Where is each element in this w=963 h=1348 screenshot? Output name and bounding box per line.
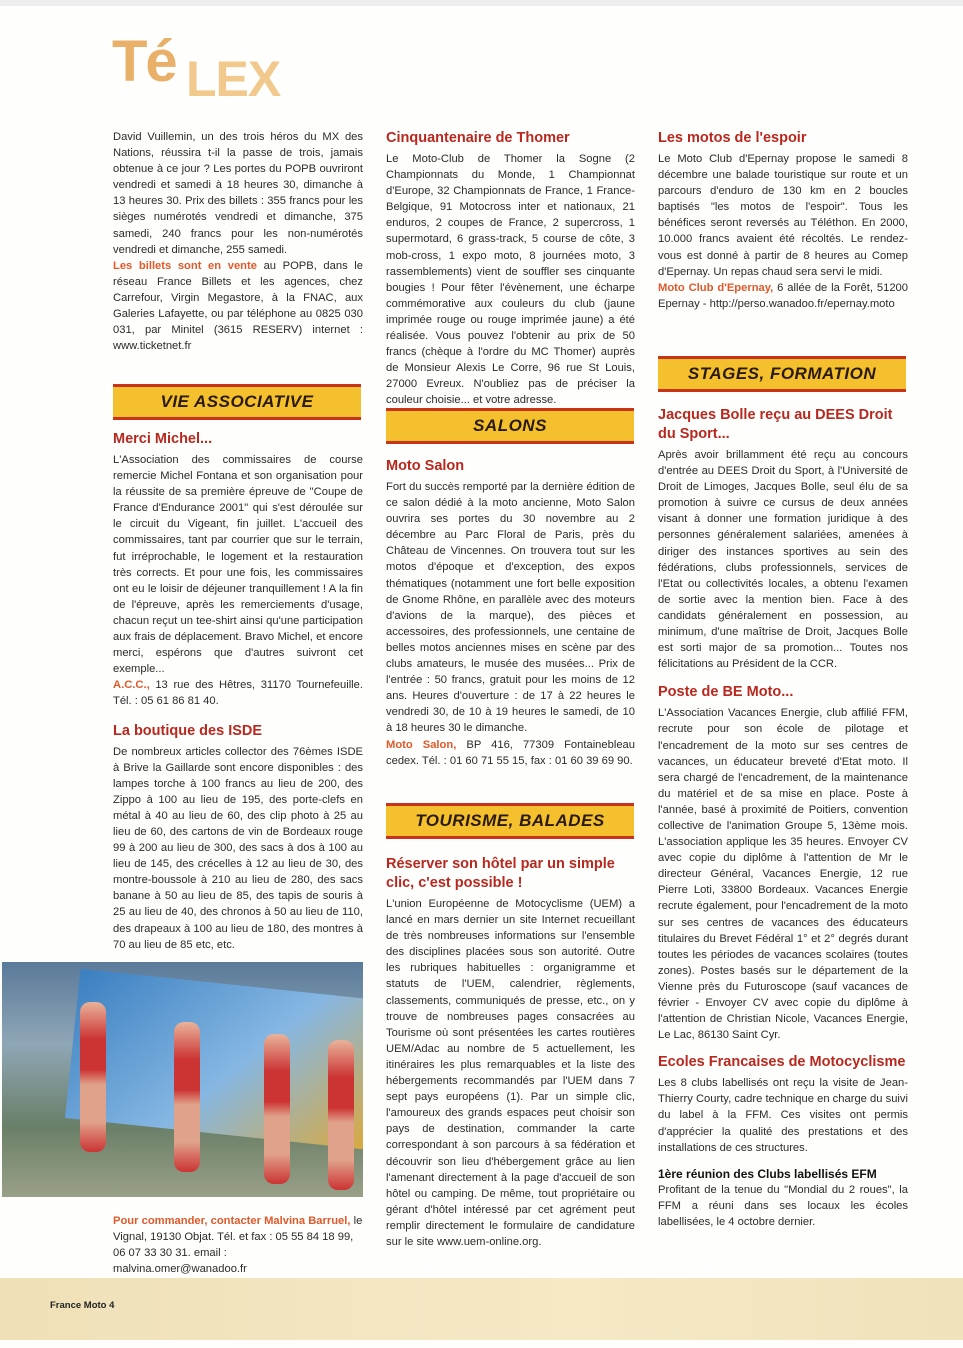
- telex-logo: [112, 28, 352, 118]
- hostess-figure: [80, 1002, 106, 1152]
- heading-hotel: Réserver son hôtel par un simple clic, c'est possible !: [386, 856, 615, 891]
- heading-thomer: Cinquantenaire de Thomer: [386, 130, 570, 146]
- column-3-mid: [658, 406, 908, 1230]
- caption-text: le Vignal, 19130 Objat. Tél. et fax : 05 55 84 18 99, 06 07 33 30 31. email : malvina.omer@wanadoo.fr: [113, 1215, 363, 1275]
- bolle-text: Après avoir brillamment été reçu au concours d'entrée au DEES Droit du Sport, à l'Université de Droit de Limoges, Jacques Bolle, seul élu de sa promotion à suivre ce cursus de deux années visant à donner une formation juridique à des personnes généralement salariées, amenées à diriger des instances sportives au sein des fédérations, clubs professionnels, services de l'Etat ou collectivités locales, a obtenu l'examen de sortie avec la mention bien. Face à des candidats généralement en possession, au minimum, d'une maîtrise de Droit, Jacques Bolle est sorti major de sa promotion... Toutes nos félicitations au Président de la CCR.: [658, 449, 908, 671]
- boutique-text: De nombreux articles collector des 76èmes ISDE à Brive la Gaillarde sont encore disponibles : des lampes torche à 100 francs au lieu de 200, des Zippo à 100 au lieu de 195, des porte-clefs en métal à 40 au lieu de 60, des clip photo à 25 au lieu de 60, des cartons de vin de Bordeaux rouge 99 à 200 au lieu de 300, des sacs à dos à 100 au lieu de 145, des crécelles à 12 au lieu de 30, des montre-boussole à 210 au lieu de 280, des sacs banane à 50 au lieu de 85, des tapis de souris à 25 au lieu de 40, des chronos à 50 au lieu de 110, des drapeaux à 100 au lieu de 180, des montres à 70 au lieu de 85 etc, etc.: [113, 745, 363, 951]
- column-2-bottom: [386, 855, 635, 1250]
- heading-merci: Merci Michel...: [113, 431, 213, 447]
- logo-lex: LEX: [186, 51, 281, 107]
- intro-text: David Vuillemin, un des trois héros du MX des Nations, réussira t-il la passe de trois, jamais obtenue à ce jour ? Les portes du POPB ouvriront vendredi et samedi à 18 heures 30, dimanche à 13 heures 30. Prix des billets : 355 francs pour les sièges numérotés vendredi et dimanche, 375 samedi, 240 francs pour les non-numérotés vendredi et dimanche, 255 samedi.: [113, 131, 363, 256]
- salon-addr: BP 416, 77309 Fontainebleau cedex. Tél. : 01 60 71 55 15, fax : 01 60 39 69 90.: [386, 738, 636, 767]
- isde-photo: [2, 962, 363, 1197]
- ecoles-text: Les 8 clubs labellisés ont reçu la visite de Jean-Thierry Courty, cadre technique en charge du suivi du label à la FFM. Ces visites ont permis d'apprécier la qualité des prestations et des installations de ces structures.: [658, 1077, 908, 1154]
- top-edge: [0, 0, 963, 6]
- hotel-text: L'union Européenne de Motocyclisme (UEM) a lancé en mars dernier un site Internet recueillant de très nombreuses informations sur l'ensemble des disciplines placées sous son autorité. Outre les rubriques habituelles : organigramme et statuts de l'UEM, calendrier, règlements, classements, communiqués de presse, etc., on y trouve de nombreuses pages consacrées au Tourisme où sont présentées les cartes routières UEM/Adac au nombre de 5 actuellement, les itinéraires les plus remarquables et la liste des hébergements recommandés par l'UEM dans 7 sept pays européens (1). Par un simple clic, l'amoureux des grands espaces peut choisir son pays de destination, commander la carte correspondant à son parcours à sa fédération et découvrir son lieu d'hébergement grâce au lien l'amenant directement à la page d'accueil de son hôtel ou camping. De même, tout propriétaire ou gérant d'hôtel intéressé par cet agrément peut remplir directement le formulaire de candidature sur le site www.uem-online.org.: [386, 898, 635, 1248]
- heading-boutique: La boutique des ISDE: [113, 722, 263, 739]
- logo-te: Té: [112, 29, 176, 94]
- billets-text: au POPB, dans le réseau France Billets et les agences, chez Carrefour, Virgin Megastore, à la FNAC, aux Galeries Lafayette, ou par téléphone au 0825 030 031, par Minitel (3615 RESERV) internet : www.ticketnet.fr: [113, 259, 364, 353]
- heading-espoir: Les motos de l'espoir: [658, 130, 807, 146]
- espoir-text: Le Moto Club d'Epernay propose le samedi 8 décembre une balade touristique sur route et un parcours d'enduro de 130 km en 2 boucles baptisés "les motos de l'espoir". Tous les bénéfices seront reversés au Téléthon. En 2000, 10.000 francs avaient été récoltés. Le rendez-vous est donné à partir de 8 heures au Comep d'Epernay. Un repas chaud sera servi le midi.: [658, 153, 908, 278]
- heading-reunion: 1ère réunion des Clubs labellisés EFM: [658, 1166, 877, 1181]
- footer-brand: France Moto 4: [50, 1300, 115, 1311]
- banner-salons: [386, 408, 634, 444]
- banner-label: VIE ASSOCIATIVE: [160, 392, 314, 411]
- acc-lead: A.C.C.,: [113, 679, 150, 692]
- column-1-top: [113, 129, 363, 354]
- banner-label: SALONS: [473, 416, 547, 435]
- reunion-text: Profitant de la tenue du "Mondial du 2 roues", la FFM a réuni dans ses locaux les écoles labellisées, le 4 octobre dernier.: [658, 1183, 908, 1229]
- column-2-top: [386, 129, 635, 409]
- hostess-figure: [264, 1034, 290, 1184]
- banner-label: TOURISME, BALADES: [415, 811, 605, 830]
- page-footer: [0, 1278, 963, 1340]
- merci-text: L'Association des commissaires de course remercie Michel Fontana et son organisation pour la réussite de sa première épreuve de "Coupe de France d'Endurance 2001" qui s'est déroulée sur le circuit du Vigeant, fin juillet. L'accueil des commissaires, tant par courrier que sur le terrain, fut irréprochable, le logement et la restauration très corrects. Et pour une fois, les commissaires ont eu le loisir de déjeuner tranquillement ! A la fin de l'épreuve, après les remerciements d'usage, chacun reçut un tee-shirt ainsi qu'une participation aux frais de déplacement. Bravo Michel, et encore merci, espérons que d'autres suivront cet exemple...: [113, 454, 363, 676]
- photo-caption: [113, 1213, 363, 1277]
- poste-text: L'Association Vacances Energie, club affilié FFM, recrute pour son école de pilotage et l'encadrement de la moto sur ses centres de vacances, un éducateur breveté d'Etat moto. Il sera chargé de l'encadrement, de la maintenance du matériel et de sa mise en place. Poste à l'année, basé à proximité de Poitiers, convention collective de l'animation Groupe 5, 13ème mois. L'association applique les 35 heures. Envoyer CV avec copie du diplôme à l'attention de Mr le directeur Général, Vacances Energie, 12 rue Pierre Loti, 33800 Bordeaux. Vacances Energie recrute également, pour l'encadrement de la moto sur ses centres de vacances des éducateurs titulaires du Brevet Fédéral 1° et 2° degrés durant toutes les périodes de vacances scolaires (toutes zones). Postes basés sur le département de la Vienne près du Futuroscope (sauf vacances de février - Envoyer CV avec copie du diplôme à l'attention de Christian Nicole, Vacances Energie, Le Lac, 86130 Saint Cyr.: [658, 707, 908, 1042]
- acc-text: 13 rue des Hêtres, 31170 Tournefeuille. Tél. : 05 61 86 81 40.: [113, 679, 363, 708]
- banner-vie-associative: [113, 384, 361, 420]
- column-1-mid: [113, 430, 363, 953]
- column-2-mid: [386, 457, 635, 769]
- espoir-lead: Moto Club d'Epernay,: [658, 281, 774, 294]
- salon-lead: Moto Salon,: [386, 738, 457, 751]
- banner-tourisme: [386, 803, 634, 839]
- hostess-figure: [328, 1040, 354, 1190]
- heading-ecoles: Ecoles Francaises de Motocyclisme: [658, 1054, 906, 1071]
- isde-banner-sign: [65, 969, 363, 1150]
- heading-poste: Poste de BE Moto...: [658, 684, 794, 701]
- banner-stages: [658, 356, 906, 392]
- column-3-top: [658, 129, 908, 312]
- hostess-figure: [174, 1022, 200, 1172]
- banner-label: STAGES, FORMATION: [687, 364, 877, 383]
- thomer-text: Le Moto-Club de Thomer la Sogne (2 Championnats du Monde, 1 Championnat d'Europe, 32 Championnats de France, 1 France-Belgique, 91 Motocross inter et nationaux, 21 enduros, 2 coupes de France, 2 supercross, 1 supermotard, 6 grass-track, 5 course de côte, 3 mob-cross, 1 expo moto, 8 journées moto, 3 rassemblements) vient de souffler ses cinquante bougies ! Pour fêter l'évènement, une écharpe commémorative aux couleurs du club (jaune imprimée rouge ou rouge imprimée jaune) a été réalisée. Vous pouvez l'obtenir au prix de 50 francs (chèque à l'ordre du MC Thomer) auprès de Monsieur Alexis Le Corre, 96 rue St Louis, 27000 Evreux. N'oubliez pas de préciser la couleur choisie... et votre adresse.: [386, 153, 635, 407]
- caption-lead: Pour commander, contacter Malvina Barruel,: [113, 1215, 351, 1227]
- heading-salon: Moto Salon: [386, 458, 465, 474]
- heading-bolle: Jacques Bolle reçu au DEES Droit du Sport...: [658, 407, 893, 442]
- billets-lead: Les billets sont en vente: [113, 259, 257, 272]
- salon-text: Fort du succès remporté par la dernière édition de ce salon dédié à la moto ancienne, Moto Salon ouvrira ses portes du 30 novembre au 2 décembre au Parc Floral de Paris, près du Château de Vincennes. On trouvera tout sur les motos d'époque et d'exception, des expos thématiques (notamment une fort belle exposition de Gnome Rhône, en parallèle avec des moteurs d'avions de la marque), des pièces et accessoires, des professionnels, une centaine de belles motos anciennes mises en scène par des clubs amateurs, le musée des musées... Prix de l'entrée : 50 francs, gratuit pour les moins de 12 ans. Heures d'ouverture : de 17 à 22 heures le vendredi 30, de 10 à 19 heures le samedi, de 10 à 18 heures 30 le dimanche.: [386, 481, 635, 735]
- espoir-addr: 6 allée de la Forêt, 51200 Epernay - http://perso.wanadoo.fr/epernay.moto: [658, 281, 908, 310]
